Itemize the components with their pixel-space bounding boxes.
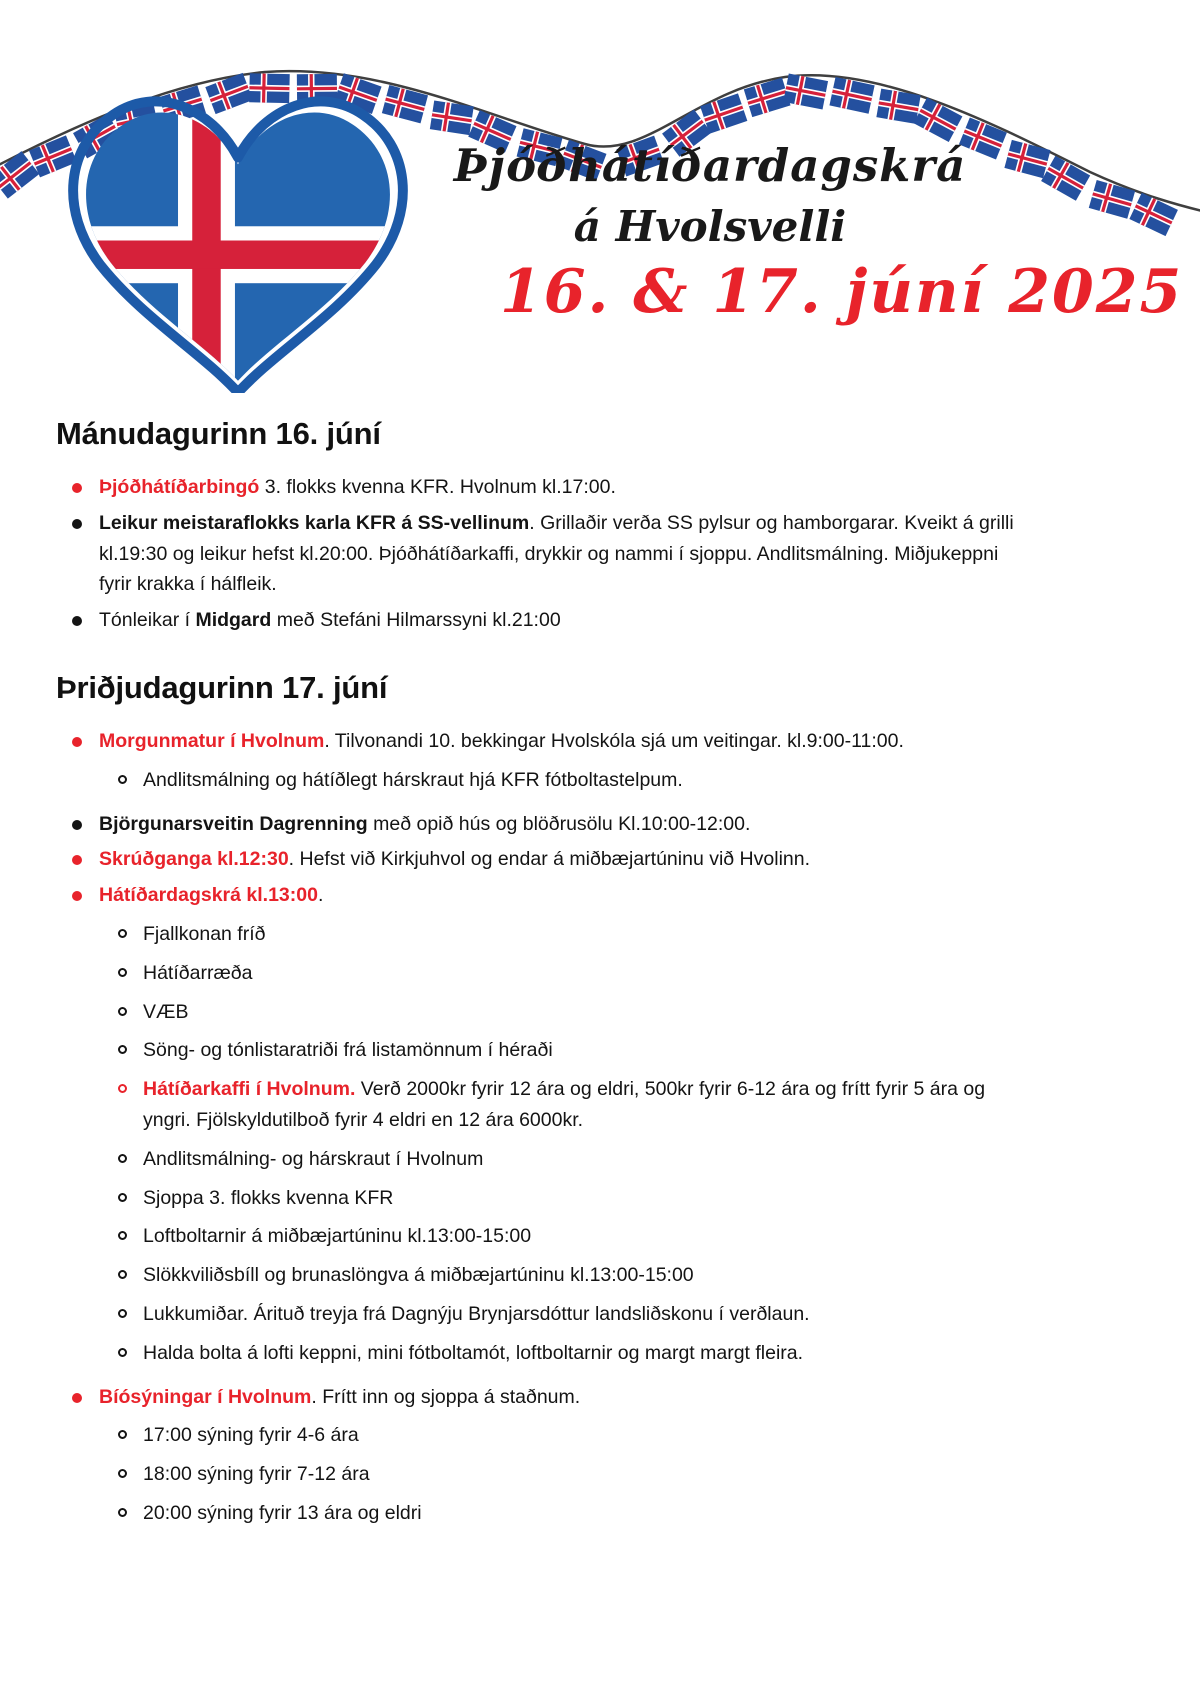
iceland-flag-pennant-icon bbox=[1004, 140, 1050, 178]
event-subtext bbox=[143, 1183, 393, 1214]
iceland-heart-flag-icon bbox=[58, 88, 418, 393]
event-text-span: 17:00 sýning fyrir 4-6 ára bbox=[143, 1424, 359, 1447]
bullet-dot-icon bbox=[72, 483, 82, 493]
event-text-span: Lukkumiðar. Árituð treyja frá Dagnýju Brynjarsdóttur landsliðskonu í verðlaun. bbox=[143, 1302, 810, 1325]
event-subitem bbox=[99, 1183, 1017, 1214]
event-text-span: Sjoppa 3. flokks kvenna KFR bbox=[143, 1186, 394, 1209]
event-text-span: Hátíðarræða bbox=[143, 961, 253, 984]
event-subitem bbox=[99, 1338, 1017, 1369]
event-subitem bbox=[99, 997, 1017, 1028]
event-text bbox=[99, 880, 1017, 1376]
event-text-span: með opið hús og blöðrusölu Kl.10:00-12:00. bbox=[367, 812, 751, 835]
event-subtext bbox=[143, 1338, 803, 1369]
event-text bbox=[99, 472, 616, 503]
event-item bbox=[56, 726, 1144, 804]
event-subitem bbox=[99, 1035, 1017, 1066]
bullet-dot-icon bbox=[72, 820, 82, 830]
title-block bbox=[415, 140, 1005, 252]
circle-bullet-icon bbox=[118, 968, 127, 977]
event-subtext bbox=[143, 1074, 1017, 1136]
event-subitem bbox=[99, 765, 904, 796]
event-subitem bbox=[99, 1459, 580, 1490]
event-subitem bbox=[99, 1260, 1017, 1291]
event-text-span: Tónleikar í bbox=[99, 609, 196, 632]
circle-bullet-icon bbox=[118, 1508, 127, 1517]
event-item bbox=[56, 605, 1144, 636]
event-text-span: . Hefst við Kirkjuhvol og endar á miðbæjartúninu við Hvolinn. bbox=[288, 848, 811, 871]
event-text-span: . bbox=[317, 884, 324, 907]
page-subtitle: á Hvolsvelli bbox=[573, 201, 847, 251]
event-item bbox=[56, 472, 1144, 503]
event-text-span: Andlitsmálning- og hárskraut í Hvolnum bbox=[143, 1147, 484, 1170]
event-text-span: Leikur meistaraflokks karla KFR á SS-vellinum bbox=[99, 511, 530, 534]
event-text-span: VÆB bbox=[143, 1000, 189, 1023]
event-subtext bbox=[143, 1144, 483, 1175]
event-item bbox=[56, 508, 1144, 600]
bullet-dot-icon bbox=[72, 1393, 82, 1403]
event-subitem bbox=[99, 1144, 1017, 1175]
circle-bullet-icon bbox=[118, 1007, 127, 1016]
event-subitem bbox=[99, 919, 1017, 950]
iceland-flag-pennant-icon bbox=[430, 100, 474, 135]
circle-bullet-icon bbox=[118, 1309, 127, 1318]
event-subtext bbox=[143, 1221, 531, 1252]
circle-bullet-icon bbox=[118, 1231, 127, 1240]
event-subitem bbox=[99, 1420, 580, 1451]
bullet-dot-icon bbox=[72, 855, 82, 865]
event-subitem bbox=[99, 1299, 1017, 1330]
iceland-flag-pennant-icon bbox=[744, 78, 791, 117]
event-text-span: Midgard bbox=[195, 609, 272, 632]
event-item bbox=[56, 844, 1144, 875]
circle-bullet-icon bbox=[118, 1270, 127, 1279]
event-text bbox=[99, 809, 750, 840]
event-text-span: Morgunmatur í Hvolnum bbox=[99, 729, 325, 752]
day-heading: Þriðjudagurinn 17. júní bbox=[56, 669, 388, 705]
event-text-span: 3. flokks kvenna KFR. Hvolnum kl.17:00. bbox=[259, 476, 616, 498]
event-subtext bbox=[143, 1035, 553, 1066]
event-subitem bbox=[99, 958, 1017, 989]
program-schedule bbox=[0, 416, 1200, 1537]
event-sublist bbox=[99, 765, 904, 796]
event-text bbox=[99, 726, 904, 804]
event-subtext bbox=[143, 1260, 694, 1291]
event-text-span: . Frítt inn og sjoppa á staðnum. bbox=[311, 1385, 581, 1408]
event-list bbox=[56, 472, 1144, 636]
event-sublist bbox=[99, 919, 1017, 1369]
circle-bullet-icon bbox=[118, 1469, 127, 1478]
day-section bbox=[56, 416, 1144, 636]
event-text-span: Halda bolta á lofti keppni, mini fótboltamót, loftboltarnir og margt margt fleira. bbox=[143, 1341, 804, 1364]
event-text-span: . Tilvonandi 10. bekkingar Hvolskóla sjá um veitingar. kl.9:00-11:00. bbox=[324, 729, 904, 752]
event-subtext bbox=[143, 1299, 810, 1330]
circle-bullet-icon bbox=[118, 1154, 127, 1163]
bullet-dot-icon bbox=[72, 616, 82, 626]
event-text-span: Verð 2000kr fyrir 12 ára og eldri, 500kr fyrir 6-12 ára og frítt fyrir 5 ára og yngri. Fjölskyldutilboð fyrir 4 eldri en 12 ára 6000kr. bbox=[143, 1078, 986, 1131]
event-text-span: Fjallkonan fríð bbox=[143, 922, 266, 945]
event-text-span: Björgunarsveitin Dagrenning bbox=[99, 812, 368, 835]
event-subtext bbox=[143, 765, 683, 796]
iceland-flag-pennant-icon bbox=[1129, 193, 1178, 236]
event-text-span: Skrúðganga kl.12:30 bbox=[99, 848, 289, 871]
event-text-span: Hátíðarkaffi í Hvolnum. bbox=[143, 1078, 356, 1101]
day-section bbox=[56, 670, 1144, 1537]
event-text-span: Andlitsmálning og hátíðlegt hárskraut hjá KFR fótboltastelpum. bbox=[143, 768, 683, 791]
event-subtext bbox=[143, 919, 265, 950]
circle-bullet-icon bbox=[118, 929, 127, 938]
event-subtext bbox=[143, 958, 252, 989]
event-text bbox=[99, 844, 810, 875]
day-heading: Mánudagurinn 16. júní bbox=[56, 416, 381, 451]
event-subtext bbox=[143, 1498, 422, 1529]
event-text-span: Loftboltarnir á miðbæjartúninu kl.13:00-15:00 bbox=[143, 1225, 532, 1248]
event-text-span: Þjóðhátíðarbingó bbox=[99, 476, 260, 498]
event-text bbox=[99, 1382, 580, 1537]
event-subitem bbox=[99, 1498, 580, 1529]
bullet-dot-icon bbox=[72, 519, 82, 529]
event-text-span: Hátíðardagskrá kl.13:00 bbox=[99, 884, 318, 907]
event-item bbox=[56, 880, 1144, 1376]
event-subtext bbox=[143, 1420, 359, 1451]
page-title: Þjóðhátíðardagskrá bbox=[453, 139, 967, 192]
event-item bbox=[56, 1382, 1144, 1537]
circle-bullet-icon bbox=[118, 1348, 127, 1357]
event-dates: 16. & 17. júní 2025 bbox=[500, 257, 1184, 327]
iceland-flag-pennant-icon bbox=[1089, 180, 1135, 219]
event-text-span: Bíósýningar í Hvolnum bbox=[99, 1385, 312, 1408]
event-subitem bbox=[99, 1074, 1017, 1136]
circle-bullet-icon bbox=[118, 1045, 127, 1054]
event-text-span: með Stefáni Hilmarssyni kl.21:00 bbox=[271, 609, 561, 632]
event-item bbox=[56, 809, 1144, 840]
hero-header bbox=[0, 0, 1200, 382]
bullet-dot-icon bbox=[72, 737, 82, 747]
circle-bullet-icon bbox=[118, 1193, 127, 1202]
circle-bullet-icon bbox=[118, 1084, 127, 1093]
circle-bullet-icon bbox=[118, 775, 127, 784]
iceland-flag-pennant-icon bbox=[1041, 156, 1090, 201]
bullet-dot-icon bbox=[72, 891, 82, 901]
event-text-span: Slökkviliðsbíll og brunaslöngva á miðbæjartúninu kl.13:00-15:00 bbox=[143, 1264, 694, 1287]
event-sublist bbox=[99, 1420, 580, 1528]
event-text-span: 20:00 sýning fyrir 13 ára og eldri bbox=[143, 1501, 422, 1524]
event-text-span: Söng- og tónlistaratriði frá listamönnum í héraði bbox=[143, 1039, 553, 1062]
event-text-span: . Grillaðir verða SS pylsur og hamborgarar. Kveikt á grilli kl.19:30 og leikur hefst kl.20:00. Þjóðhátíðarkaffi, drykkir og nammi í sjoppu. Andlitsmálning. Miðjukeppni fyrir krakka í hálfleik. bbox=[99, 511, 1014, 596]
event-subtext bbox=[143, 1459, 370, 1490]
event-subitem bbox=[99, 1221, 1017, 1252]
heart-flag-fill bbox=[60, 88, 416, 393]
circle-bullet-icon bbox=[118, 1430, 127, 1439]
event-text-span: 18:00 sýning fyrir 7-12 ára bbox=[143, 1463, 370, 1486]
event-text bbox=[99, 605, 561, 636]
event-list bbox=[56, 726, 1144, 1537]
iceland-flag-pennant-icon bbox=[913, 98, 962, 142]
event-text bbox=[99, 508, 1017, 600]
event-subtext bbox=[143, 997, 189, 1028]
